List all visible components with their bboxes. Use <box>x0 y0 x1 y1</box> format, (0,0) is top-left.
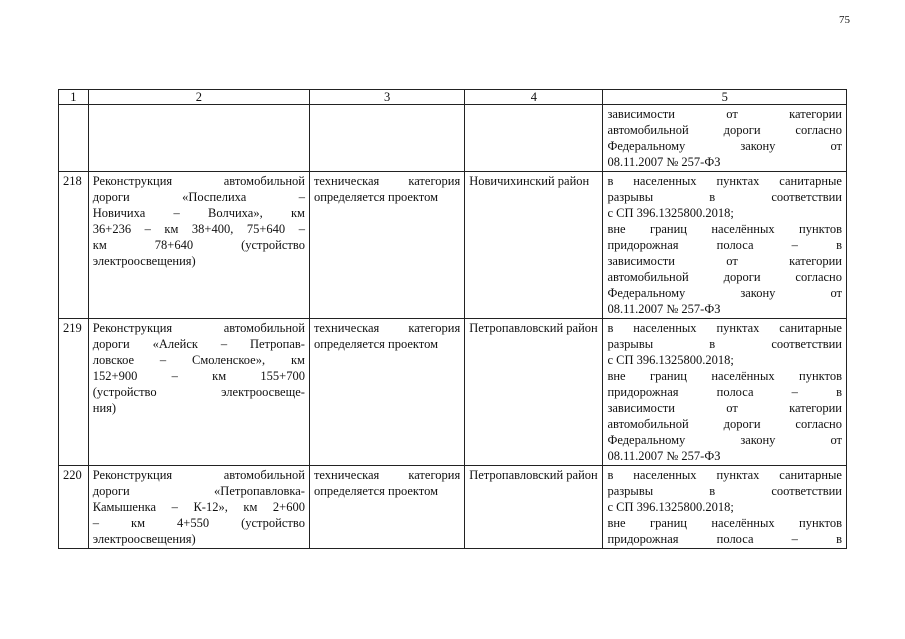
zone-line: придорожная полоса – в <box>607 385 842 399</box>
row-number: 220 <box>59 466 89 549</box>
name-line: дороги «Алейск – Петропав- <box>92 337 305 351</box>
area-cell: Новичихинский район <box>465 172 603 319</box>
name-line: (устройство электроосвеще- <box>92 385 305 399</box>
name-line: Реконструкция автомобильной <box>92 468 305 482</box>
zone-line: зависимости от категории <box>607 107 842 121</box>
zone-cell <box>603 466 847 549</box>
zone-line: вне границ населённых пунктов <box>607 222 842 236</box>
zone-line: разрывы в соответствии <box>607 337 842 351</box>
zone-line: 08.11.2007 № 257-ФЗ <box>607 302 721 316</box>
zone-line: автомобильной дороги согласно <box>607 417 842 431</box>
zone-cell <box>603 319 847 466</box>
zone-line: зависимости от категории <box>607 254 842 268</box>
name-line: электроосвещения) <box>92 532 196 546</box>
object-name-cell <box>88 319 309 466</box>
name-line: км 78+640 (устройство <box>92 238 305 252</box>
zone-line: придорожная полоса – в <box>607 532 842 546</box>
continuation-zone-cell <box>603 105 847 172</box>
name-line: 36+236 – км 38+400, 75+640 – <box>92 222 305 236</box>
area-cell: Петропавловский район <box>465 466 603 549</box>
continuation-category-cell <box>309 105 464 172</box>
name-line: ловское – Смоленское», км <box>92 353 305 367</box>
zone-line: 08.11.2007 № 257-ФЗ <box>607 449 721 463</box>
table-row <box>59 172 847 319</box>
zone-line: Федеральному закону от <box>607 286 842 300</box>
zone-line: придорожная полоса – в <box>607 238 842 252</box>
zone-line: в населенных пунктах санитарные <box>607 468 842 482</box>
document-table <box>58 89 847 549</box>
category-cell: техническая категория определяется проектом <box>309 319 464 466</box>
continuation-area-cell <box>465 105 603 172</box>
zone-line: в населенных пунктах санитарные <box>607 174 842 188</box>
zone-line: Федеральному закону от <box>607 139 842 153</box>
object-name-cell <box>88 172 309 319</box>
zone-line: Федеральному закону от <box>607 433 842 447</box>
row-number: 219 <box>59 319 89 466</box>
object-name-cell <box>88 466 309 549</box>
column-header-1: 1 <box>59 90 89 105</box>
zone-line: с СП 396.1325800.2018; <box>607 353 734 367</box>
table-row-continuation <box>59 105 847 172</box>
page-number: 75 <box>839 14 850 26</box>
zone-line: разрывы в соответствии <box>607 484 842 498</box>
name-line: Новичиха – Волчиха», км <box>92 206 305 220</box>
category-cell: техническая категория определяется проектом <box>309 466 464 549</box>
zone-line: автомобильной дороги согласно <box>607 123 842 137</box>
name-line: Камышенка – К-12», км 2+600 <box>92 500 305 514</box>
column-header-5: 5 <box>603 90 847 105</box>
zone-line: с СП 396.1325800.2018; <box>607 206 734 220</box>
table-row <box>59 466 847 549</box>
area-cell: Петропавловский район <box>465 319 603 466</box>
zone-line: с СП 396.1325800.2018; <box>607 500 734 514</box>
zone-line: разрывы в соответствии <box>607 190 842 204</box>
zone-cell <box>603 172 847 319</box>
row-number: 218 <box>59 172 89 319</box>
column-header-4: 4 <box>465 90 603 105</box>
name-line: – км 4+550 (устройство <box>92 516 305 530</box>
name-line: Реконструкция автомобильной <box>92 174 305 188</box>
table-header-row <box>59 90 847 105</box>
zone-line: зависимости от категории <box>607 401 842 415</box>
table-row <box>59 319 847 466</box>
continuation-name-cell <box>88 105 309 172</box>
name-line: ния) <box>92 401 117 415</box>
category-cell: техническая категория определяется проектом <box>309 172 464 319</box>
name-line: дороги «Петропавловка- <box>92 484 305 498</box>
zone-line: 08.11.2007 № 257-ФЗ <box>607 155 721 169</box>
name-line: электроосвещения) <box>92 254 196 268</box>
continuation-num-cell <box>59 105 89 172</box>
name-line: дороги «Поспелиха – <box>92 190 305 204</box>
column-header-2: 2 <box>88 90 309 105</box>
zone-line: вне границ населённых пунктов <box>607 516 842 530</box>
name-line: Реконструкция автомобильной <box>92 321 305 335</box>
zone-line: автомобильной дороги согласно <box>607 270 842 284</box>
column-header-3: 3 <box>309 90 464 105</box>
zone-line: вне границ населённых пунктов <box>607 369 842 383</box>
zone-line: в населенных пунктах санитарные <box>607 321 842 335</box>
name-line: 152+900 – км 155+700 <box>92 369 305 383</box>
